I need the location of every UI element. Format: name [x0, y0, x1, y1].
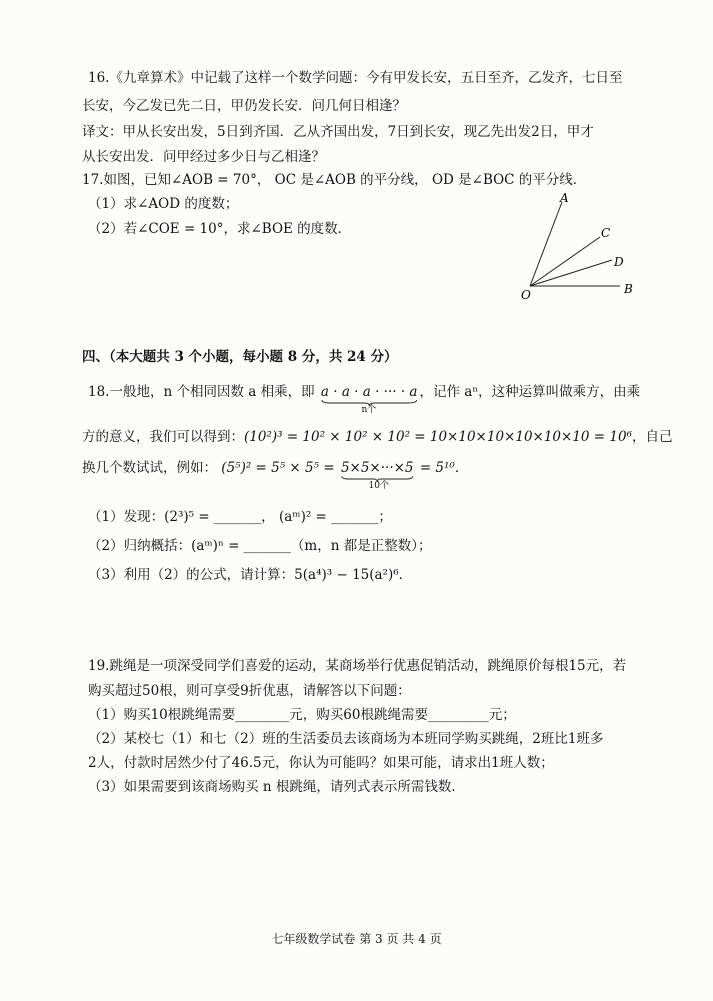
q18-example-1: (10²)³ = 10² × 10² × 10² = 10×10×10×10×10×10 = 10⁶ [244, 429, 632, 445]
q16-line-4: 从长安出发．问甲经过多少日与乙相逢？ [82, 149, 325, 165]
q19-part-3: （3）如果需要到该商场购买 n 根跳绳，请列式表示所需钱数． [88, 779, 465, 795]
q17-line-1: 17.如图，已知∠AOB = 70°， OC 是∠AOB 的平分线， OD 是∠BOC 的平分线． [82, 172, 587, 188]
q18-line-2 [82, 427, 673, 447]
q18-line-3 [82, 458, 469, 491]
label-d: D [614, 255, 624, 269]
q18-line-3e: ． [454, 460, 469, 476]
q18-line-1a: 18.一般地， [88, 384, 164, 400]
section-4-heading: 四、（本大题共 3 个小题，每小题 8 分，共 24 分） [82, 349, 398, 365]
q19-part-1: （1）购买10根跳绳需要________元，购买60根跳绳需要_________元； [88, 707, 516, 723]
q16-line-3: 译文：甲从长安出发，5日到齐国．乙从齐国出发，7日到长安，现乙先出发2日，甲才 [82, 124, 594, 140]
q17-part-1: （1）求∠AOD 的度数； [88, 196, 239, 212]
q18-example-2a: (5⁵)² = 5⁵ × 5⁵ = [221, 460, 335, 476]
q18-part-1: （1）发现：(2³)⁵ = _______， (aᵐ)² = _______； [88, 509, 392, 525]
q19-part-2b: 2人，付款时居然少付了46.5元，你认为可能吗？如果可能，请求出1班人数； [88, 755, 554, 771]
q18-braced-product [320, 382, 418, 415]
q18-part-3: （3）利用（2）的公式，请计算：5(a⁴)³ − 15(a²)⁶． [88, 567, 413, 583]
q19-part-2: （2）某校七（1）和七（2）班的生活委员去该商场为本班同学购买跳绳，2班比1班多 [88, 731, 604, 747]
ray-oa [530, 202, 562, 286]
q18-product: a · a · a · ··· · a [320, 384, 418, 400]
label-c: C [601, 226, 611, 240]
q18-line-1d: ，记作 aⁿ，这种运算叫做乘方，由乘 [419, 384, 641, 400]
q18-example-2b: = 5¹⁰ [419, 460, 455, 476]
q18-line-2c: ，自己 [632, 429, 673, 445]
ray-oc [530, 237, 600, 286]
label-o: O [521, 288, 531, 302]
ray-od [530, 260, 612, 286]
q18-line-1 [88, 382, 641, 415]
q18-brace-label-2: 10个 [368, 481, 389, 491]
label-b: B [624, 282, 633, 296]
q18-line-2a: 方的意义，我们可以得到： [82, 429, 244, 445]
q18-line-3a: 换几个数试试，例如： [82, 460, 217, 476]
page-footer: 七年级数学试卷 第 3 页 共 4 页 [271, 932, 442, 946]
q18-product-2: 5×5×···×5 [340, 460, 414, 476]
q18-line-1b: n 个相同因数 a 相乘，即 [163, 384, 315, 400]
q17-part-2: （2）若∠COE = 10°，求∠BOE 的度数． [88, 221, 352, 237]
q19-line-2: 购买超过50根，则可享受9折优惠，请解答以下问题： [88, 683, 411, 699]
q16-line-1: 16.《九章算术》中记载了这样一个数学问题：今有甲发长安，五日至齐，乙发齐，七日至 [88, 70, 623, 86]
q18-brace-label: n个 [361, 405, 377, 415]
label-a: A [560, 191, 569, 205]
q18-part-2: （2）归纳概括：(aᵐ)ⁿ = _______（m，n 都是正整数）； [88, 538, 432, 554]
angle-figure [500, 190, 650, 305]
q16-line-2: 长安，今乙发已先二日，甲仍发长安．问几何日相逢？ [82, 98, 406, 114]
q19-line-1: 19.跳绳是一项深受同学们喜爱的运动，某商场举行优惠促销活动，跳绳原价每根15元，若 [88, 658, 627, 674]
q18-braced-product-2 [340, 458, 414, 491]
